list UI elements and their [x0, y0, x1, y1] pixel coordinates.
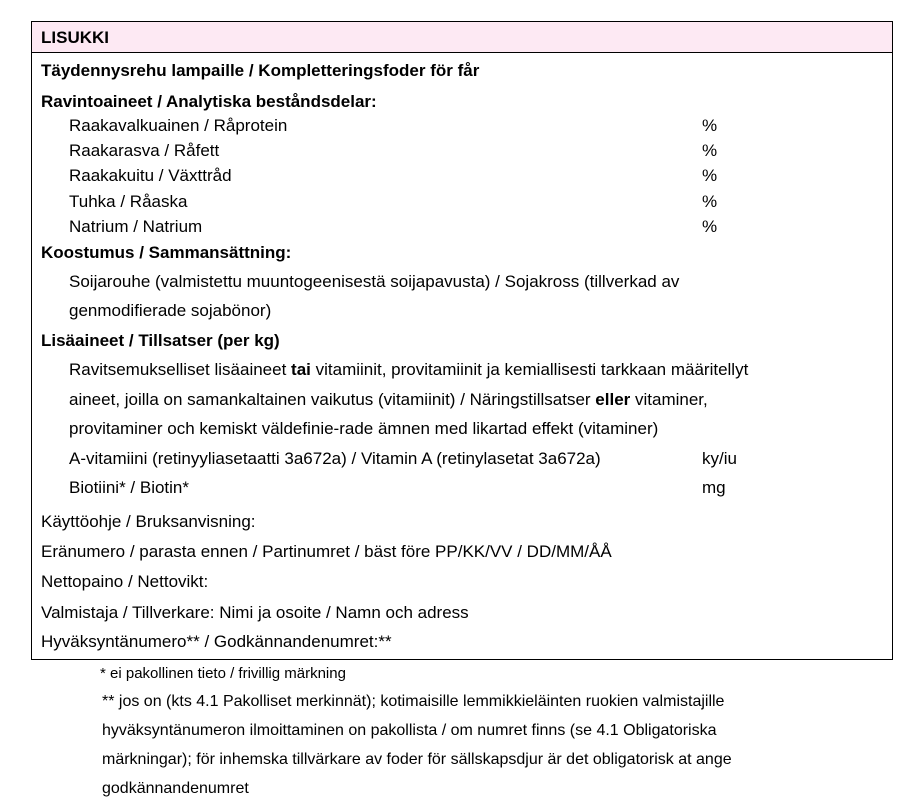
nutrient-unit: %: [702, 141, 718, 160]
additives-text: aineet, joilla on samankaltainen vaikutus (vitamiinit) / Näringstillsatser eller vitaminer,: [69, 390, 708, 409]
footnote-2-line: godkännandenumret: [102, 780, 249, 797]
label-header: [32, 22, 892, 53]
nutrient-unit: %: [702, 116, 718, 135]
composition-heading: Koostumus / Sammansättning:: [41, 243, 292, 262]
approval-line: Hyväksyntänumero** / Godkännandenumret:**: [41, 632, 392, 651]
footnote-2-line: märkningar); för inhemska tillvärkare av foder för sällskapsdjur är det obligatorisk at ange: [102, 751, 732, 768]
composition-text: Soijarouhe (valmistettu muuntogeenisestä soijapavusta) / Sojakross (tillverkad av: [69, 272, 680, 291]
header-title: LISUKKI: [41, 28, 109, 47]
batch-line: Eränumero / parasta ennen / Partinumret / bäst före PP/KK/VV / DD/MM/ÅÅ: [41, 542, 612, 561]
nutrient-unit: %: [702, 192, 718, 211]
label-box: [31, 21, 893, 660]
footnote-1: * ei pakollinen tieto / frivillig märkning: [100, 665, 346, 682]
additives-text: Ravitsemukselliset lisäaineet tai vitamiinit, provitamiinit ja kemiallisesti tarkkaan määritellyt: [69, 360, 749, 379]
usage-line: Käyttöohje / Bruksanvisning:: [41, 512, 256, 531]
nutrient-unit: %: [702, 217, 718, 236]
additives-heading: Lisäaineet / Tillsatser (per kg): [41, 331, 280, 350]
additive-label: A-vitamiini (retinyyliasetaatti 3a672a) / Vitamin A (retinylasetat 3a672a): [69, 449, 601, 468]
manufacturer-line: Valmistaja / Tillverkare: Nimi ja osoite / Namn och adress: [41, 603, 469, 622]
additive-unit: mg: [702, 478, 726, 497]
additive-label: Biotiini* / Biotin*: [69, 478, 190, 497]
nutrients-heading: Ravintoaineet / Analytiska beståndsdelar:: [41, 92, 377, 111]
nutrient-unit: %: [702, 166, 718, 185]
footnote-2-line: ** jos on (kts 4.1 Pakolliset merkinnät); kotimaisille lemmikkieläinten ruokien valmistajille: [102, 693, 725, 710]
net-weight-line: Nettopaino / Nettovikt:: [41, 572, 209, 591]
composition-text: genmodifierade sojabönor): [69, 301, 272, 320]
nutrient-label: Natrium / Natrium: [69, 217, 203, 236]
footnote-2-line: hyväksyntänumeron ilmoittaminen on pakollista / om numret finns (se 4.1 Obligatoriska: [102, 722, 717, 739]
product-title: Täydennysrehu lampaille / Kompletteringsfoder för får: [41, 61, 480, 80]
nutrient-label: Raakakuitu / Växttråd: [69, 166, 232, 185]
nutrient-label: Raakarasva / Råfett: [69, 141, 220, 160]
additive-unit: ky/iu: [702, 449, 737, 468]
additives-text: provitaminer och kemiskt väldefinie-rade ämnen med likartad effekt (vitaminer): [69, 419, 659, 438]
nutrient-label: Tuhka / Råaska: [69, 192, 188, 211]
nutrient-label: Raakavalkuainen / Råprotein: [69, 116, 288, 135]
